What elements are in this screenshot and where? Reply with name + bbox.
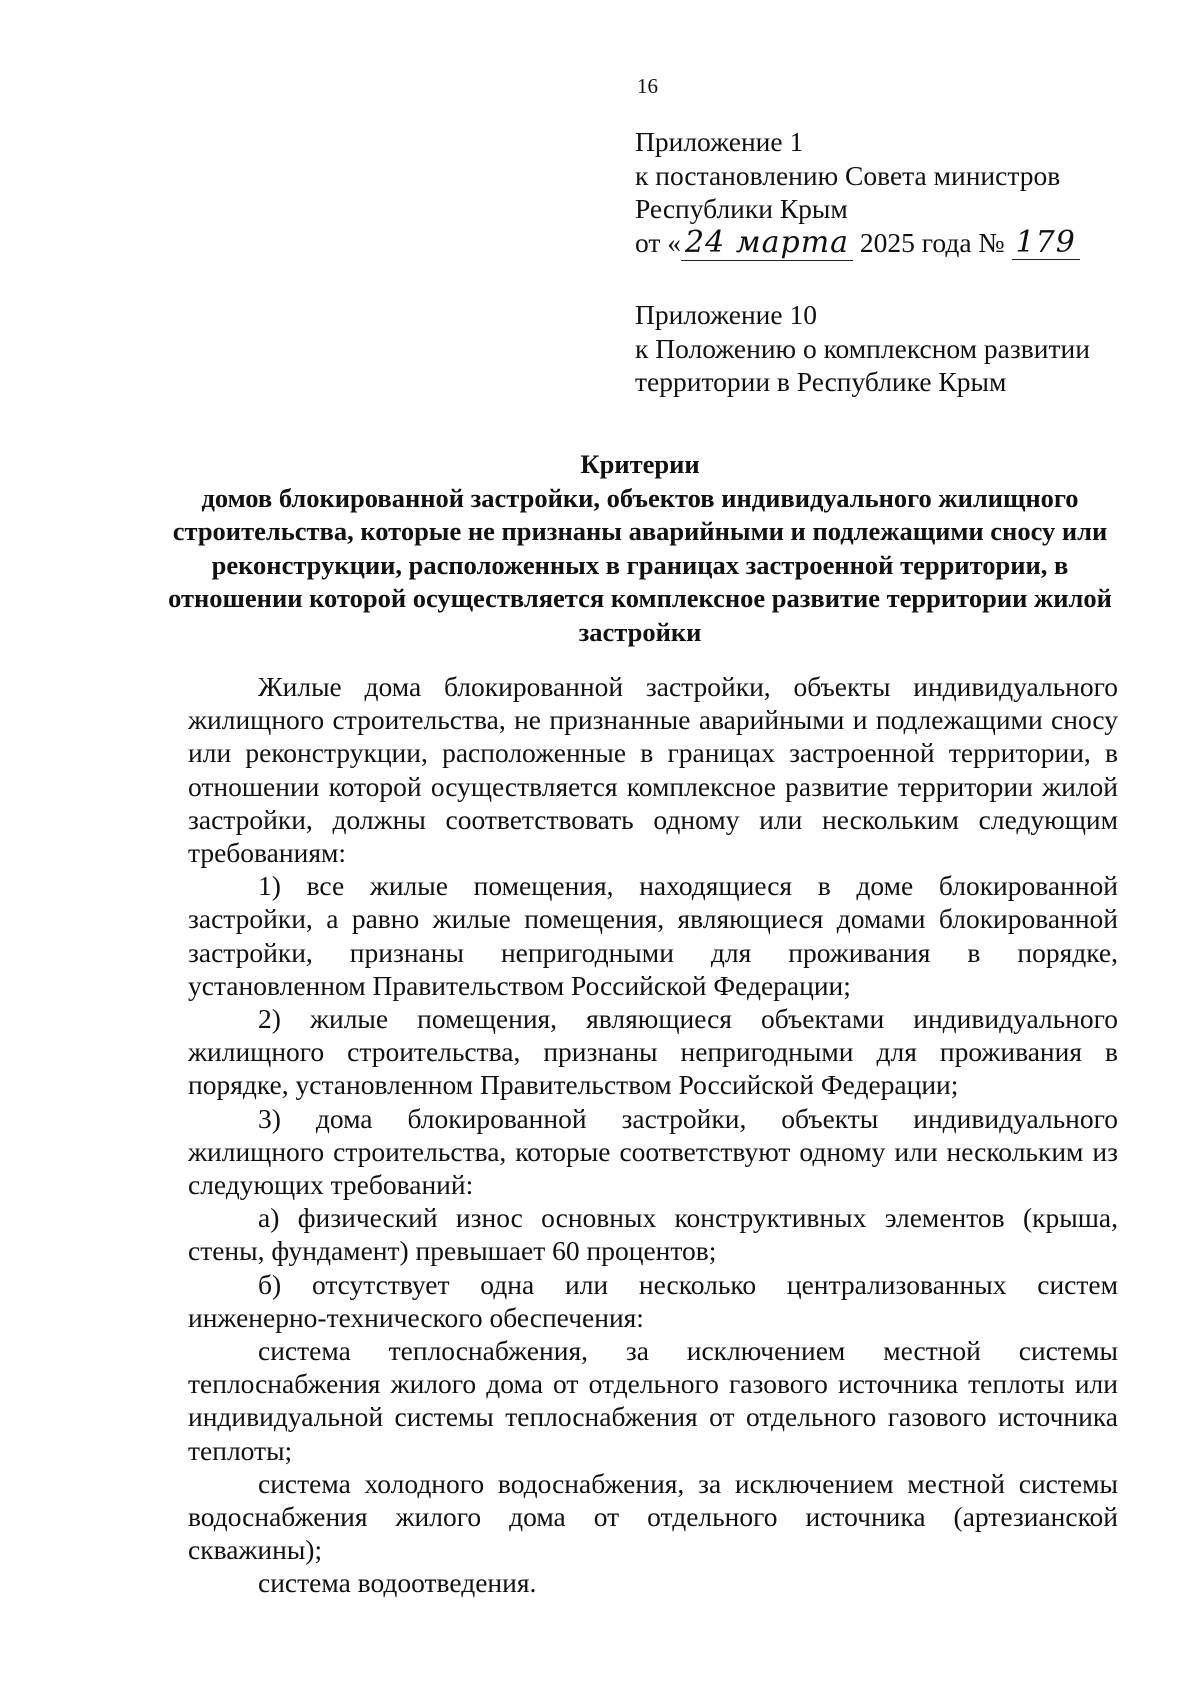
appendix-10-block — [635, 298, 1090, 399]
paragraph-heating-system: система теплоснабжения, за исключением местной системы теплоснабжения жилого дома от отдельного газового источника теплоты или индивидуальной системы теплоснабжения от отдельного газового источника теплоты; — [188, 1335, 1118, 1466]
appendix-1-line3: Республики Крым — [635, 193, 848, 224]
paragraph-cold-water-system: система холодного водоснабжения, за исключением местной системы водоснабжения жилого дома от отдельного источника (артезианской скважины); — [188, 1467, 1118, 1566]
page-number: 16 — [637, 74, 658, 98]
handwritten-number: 179 — [1012, 226, 1080, 261]
paragraph-drainage-system: система водоотведения. — [258, 1567, 537, 1599]
paragraph-item-1: 1) все жилые помещения, находящиеся в доме блокированной застройки, а равно жилые помещения, являющиеся домами блокированной застройки, признаны непригодными для проживания в порядке, установленном Правительством Российской Федерации; — [188, 870, 1118, 1001]
document-subtitle: домов блокированной застройки, объектов индивидуального жилищного строительства, которые не признаны аварийными и подлежащими сносу или реконструкции, расположенных в границах застроенной территории, в отношении которой осуществляется комплексное развитие территории жилой застройки — [168, 482, 1112, 647]
date-middle: 2025 года № — [853, 226, 1012, 258]
document-body — [188, 670, 1118, 1600]
paragraph-intro: Жилые дома блокированной застройки, объекты индивидуального жилищного строительства, не признанные аварийными и подлежащими сносу или реконструкции, расположенные в границах застроенной территории, в отношении которой осуществляется комплексное развитие территории жилой застройки, должны соответствовать одному или нескольким следующим требованиям: — [188, 671, 1118, 869]
handwritten-date: 24 марта — [681, 225, 853, 261]
appendix-1-date-line — [635, 226, 1080, 261]
paragraph-item-3: 3) дома блокированной застройки, объекты индивидуального жилищного строительства, которые соответствуют одному или нескольким из следующих требований: — [188, 1102, 1118, 1201]
appendix-10-title: Приложение 10 — [635, 299, 817, 330]
appendix-1-block — [635, 125, 1080, 260]
appendix-1-title: Приложение 1 — [635, 126, 804, 157]
paragraph-subitem-b: б) отсутствует одна или несколько централизованных систем инженерно-технического обеспечения: — [188, 1268, 1118, 1333]
document-title-block — [150, 448, 1130, 649]
document-heading: Критерии — [580, 449, 700, 479]
paragraph-subitem-a: а) физический износ основных конструктивных элементов (крыша, стены, фундамент) превышает 60 процентов; — [188, 1202, 1118, 1267]
date-prefix: от « — [635, 226, 682, 258]
appendix-1-line2: к постановлению Совета министров — [635, 159, 1061, 191]
paragraph-item-2: 2) жилые помещения, являющиеся объектами индивидуального жилищного строительства, признаны непригодными для проживания в порядке, установленном Правительством Российской Федерации; — [188, 1003, 1118, 1101]
appendix-10-line2: к Положению о комплексном развитии — [635, 332, 1090, 364]
appendix-10-line3: территории в Республике Крым — [635, 366, 1007, 397]
